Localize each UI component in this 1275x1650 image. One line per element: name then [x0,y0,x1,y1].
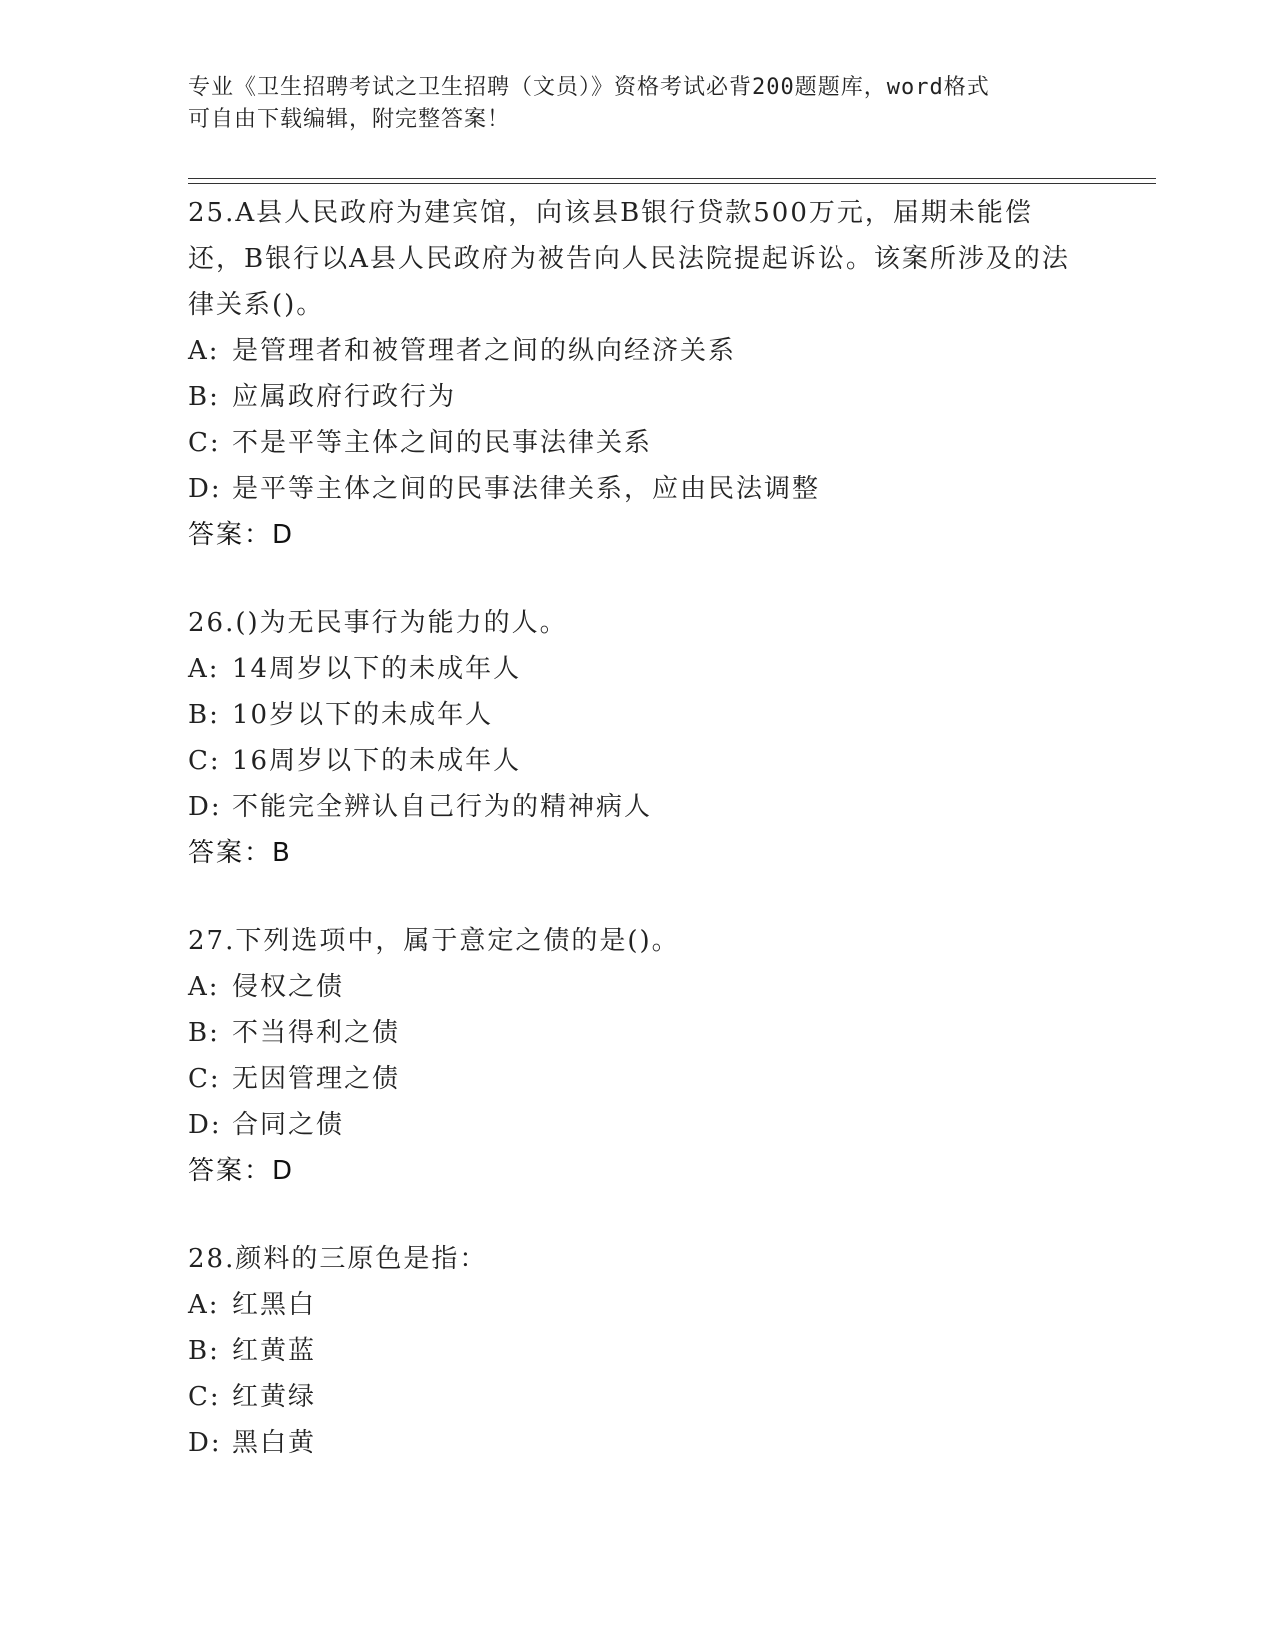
option-a [188,328,1088,374]
option-text: 红黄蓝 [232,1336,317,1366]
option-c [188,1374,1088,1420]
option-text: 侵权之债 [232,972,345,1002]
question-stem: 26.()为无民事行为能力的人。 [188,608,568,638]
option-key: D: [188,474,222,504]
header-line-1: 专业《卫生招聘考试之卫生招聘（文员）》资格考试必背200题题库，word格式 [188,75,990,100]
option-a [188,646,1088,692]
option-c [188,738,1088,784]
option-text: 是平等主体之间的民事法律关系，应由民法调整 [232,474,821,504]
option-key: D: [188,1110,222,1140]
option-d [188,466,1088,512]
question-stem: 27.下列选项中，属于意定之债的是()。 [188,926,680,956]
question-stem: 28.颜料的三原色是指： [188,1244,488,1274]
option-text: 14周岁以下的未成年人 [232,654,522,684]
option-c [188,420,1088,466]
option-b [188,1010,1088,1056]
option-b [188,1328,1088,1374]
option-a [188,964,1088,1010]
option-d [188,1102,1088,1148]
option-d [188,784,1088,830]
option-text: 10岁以下的未成年人 [232,700,494,730]
option-text: 应属政府行政行为 [232,382,457,412]
document-header [188,72,1088,136]
question-26 [188,600,1088,876]
option-text: 红黑白 [232,1290,317,1320]
question-25 [188,190,1088,558]
option-text: 红黄绿 [232,1382,317,1412]
option-d [188,1420,1088,1466]
option-key: B: [188,1018,220,1048]
option-key: D: [188,1428,222,1458]
option-key: C: [188,1382,221,1412]
option-text: 不能完全辨认自己行为的精神病人 [232,792,653,822]
option-key: A: [188,972,220,1002]
answer-label: 答案：D [188,1156,295,1186]
answer-label: 答案：B [188,838,292,868]
question-28 [188,1236,1088,1466]
option-key: C: [188,1064,221,1094]
option-key: C: [188,428,221,458]
option-text: 是管理者和被管理者之间的纵向经济关系 [232,336,737,366]
answer-label: 答案：D [188,520,295,550]
header-divider-top [188,178,1156,179]
option-key: A: [188,336,220,366]
question-27 [188,918,1088,1194]
option-key: D: [188,792,222,822]
option-text: 黑白黄 [232,1428,317,1458]
option-b [188,374,1088,420]
option-text: 不当得利之债 [232,1018,401,1048]
header-line-2: 可自由下载编辑，附完整答案！ [188,107,511,132]
header-divider-bottom [188,183,1156,184]
question-list [188,190,1088,1508]
option-a [188,1282,1088,1328]
option-text: 合同之债 [232,1110,345,1140]
option-b [188,692,1088,738]
option-key: A: [188,654,220,684]
question-stem: 25.A县人民政府为建宾馆，向该县B银行贷款500万元，届期未能偿还，B银行以A县人民政府为被告向人民法院提起诉讼。该案所涉及的法律关系()。 [188,198,1070,320]
option-key: C: [188,746,221,776]
option-key: B: [188,382,220,412]
option-text: 不是平等主体之间的民事法律关系 [232,428,653,458]
option-c [188,1056,1088,1102]
option-key: B: [188,1336,220,1366]
option-key: A: [188,1290,220,1320]
option-text: 16周岁以下的未成年人 [232,746,522,776]
option-key: B: [188,700,220,730]
option-text: 无因管理之债 [232,1064,401,1094]
